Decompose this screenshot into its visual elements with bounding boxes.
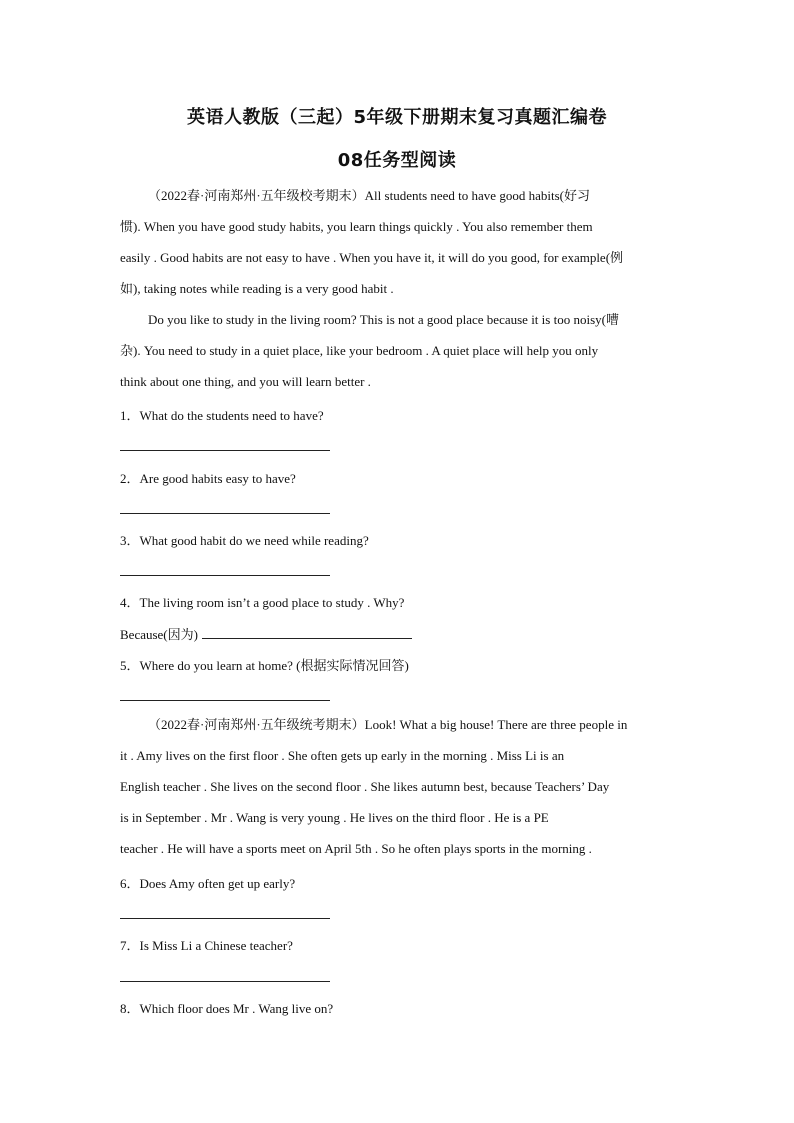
question-2: 2．Are good habits easy to have? — [120, 471, 296, 486]
passage-line: 惯). When you have good study habits, you learn things quickly . You also remember them — [120, 219, 593, 234]
passage-line: it . Amy lives on the first floor . She often gets up early in the morning . Miss Li is an — [120, 748, 565, 763]
question-4: 4．The living room isn’t a good place to study . Why? — [120, 595, 405, 610]
passage-line: is in September . Mr . Wang is very young . He lives on the third floor . He is a PE — [120, 810, 549, 825]
answer-blank-6[interactable] — [120, 918, 330, 919]
passage-line: 杂). You need to study in a quiet place, like your bedroom . A quiet place will help you only — [120, 343, 599, 358]
answer-blank-5[interactable] — [120, 700, 330, 701]
answer-blank-2[interactable] — [120, 513, 330, 514]
passage-line: 如), taking notes while reading is a very good habit . — [120, 281, 394, 296]
question-6: 6．Does Amy often get up early? — [120, 876, 296, 891]
document-title: 英语人教版（三起）5年级下册期末复习真题汇编卷 — [186, 107, 608, 128]
question-7: 7．Is Miss Li a Chinese teacher? — [120, 938, 293, 953]
answer-blank-1[interactable] — [120, 450, 330, 451]
passage-line: teacher . He will have a sports meet on April 5th . So he often plays sports in the morning . — [120, 841, 592, 856]
because-label: Because(因为) — [120, 627, 198, 642]
passage-1 — [120, 180, 680, 397]
question-5: 5．Where do you learn at home? (根据实际情况回答) — [120, 658, 409, 673]
answer-blank-4[interactable] — [202, 638, 412, 639]
passage-line: （2022春·河南郑州·五年级校考期末）All students need to have good habits(好习 — [148, 188, 590, 203]
answer-blank-7[interactable] — [120, 981, 330, 982]
question-3: 3．What good habit do we need while reading? — [120, 533, 369, 548]
question-8: 8．Which floor does Mr . Wang live on? — [120, 1001, 334, 1016]
passage-2 — [120, 709, 680, 864]
section-title: 08任务型阅读 — [337, 150, 457, 171]
because-line — [120, 624, 412, 643]
answer-blank-3[interactable] — [120, 575, 330, 576]
question-1: 1．What do the students need to have? — [120, 408, 324, 423]
passage-line: easily . Good habits are not easy to have . When you have it, it will do you good, for example(例 — [120, 250, 624, 265]
passage-line: think about one thing, and you will learn better . — [120, 374, 371, 389]
passage-line: English teacher . She lives on the second floor . She likes autumn best, because Teachers’ Day — [120, 779, 610, 794]
passage-line: Do you like to study in the living room? This is not a good place because it is too noisy(嘈 — [148, 312, 619, 327]
passage-line: （2022春·河南郑州·五年级统考期末）Look! What a big house! There are three people in — [148, 717, 628, 732]
